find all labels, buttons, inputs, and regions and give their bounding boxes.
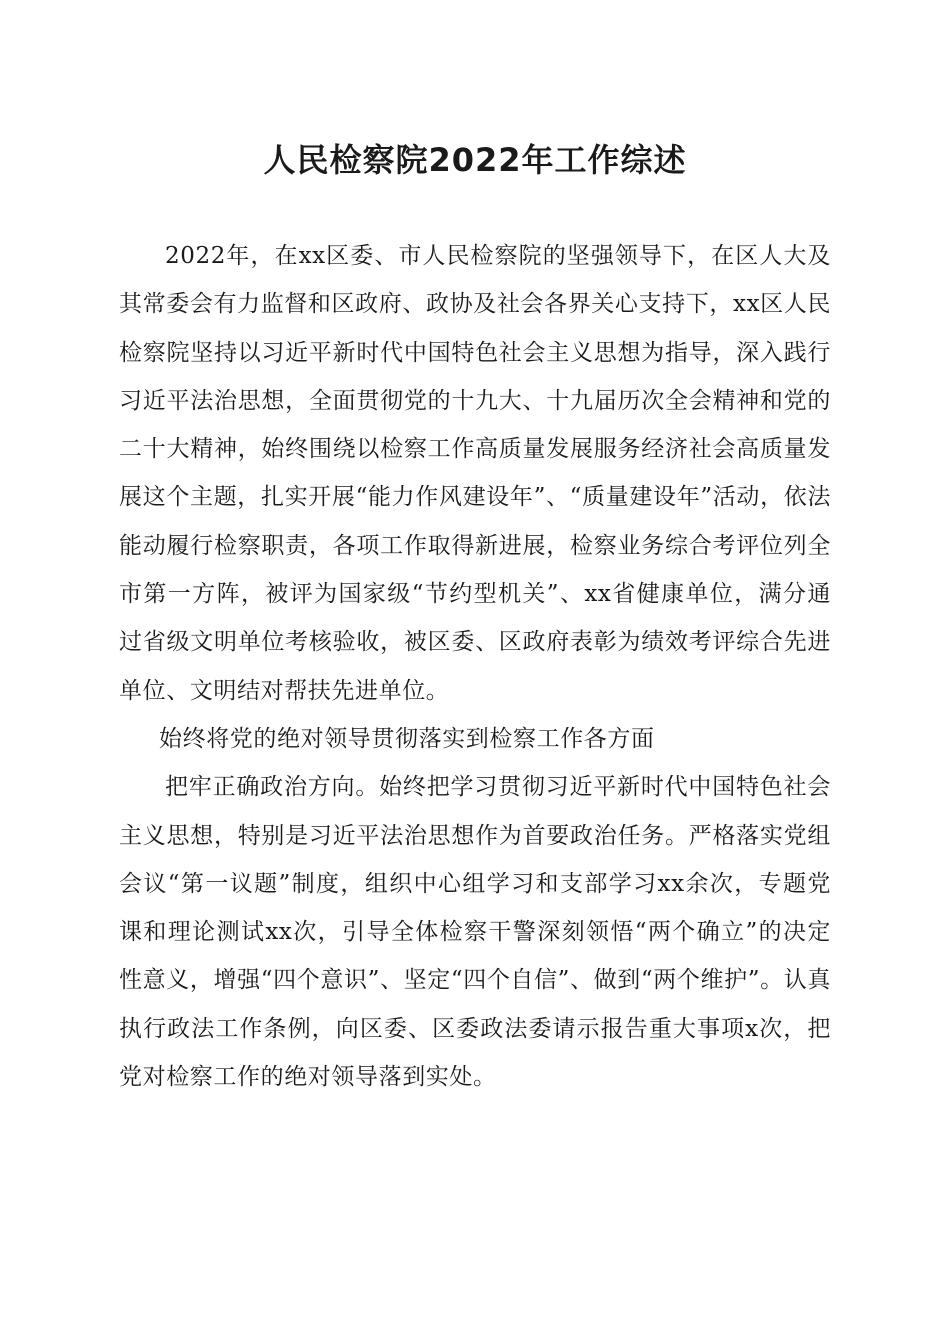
paragraph-intro: 2022年，在xx区委、市人民检察院的坚强领导下，在区人大及其常委会有力监督和区政府、政协及社会各界关心支持下，xx区人民检察院坚持以习近平新时代中国特色社会主义思想为指导，深入践行习近平法治思想，全面贯彻党的十九大、十九届历次全会精神和党的二十大精神，始终围绕以检察工作高质量发展服务经济社会高质量发展这个主题，扎实开展“能力作风建设年”、“质量建设年”活动，依法能动履行检察职责，各项工作取得新进展，检察业务综合考评位列全市第一方阵，被评为国家级“节约型机关”、xx省健康单位，满分通过省级文明单位考核验收，被区委、区政府表彰为绩效考评综合先进单位、文明结对帮扶先进单位。 <box>119 243 831 704</box>
document-body <box>119 232 831 1101</box>
paragraph-political-direction: 把牢正确政治方向。始终把学习贯彻习近平新时代中国特色社会主义思想，特别是习近平法治思想作为首要政治任务。严格落实党组会议“第一议题”制度，组织中心组学习和支部学习xx余次，专题党课和理论测试xx次，引导全体检察干警深刻领悟“两个确立”的决定性意义，增强“四个意识”、坚定“四个自信”、做到“两个维护”。认真执行政法工作条例，向区委、区委政法委请示报告重大事项x次，把党对检察工作的绝对领导落到实处。 <box>119 774 831 1091</box>
section-heading: 始终将党的绝对领导贯彻落实到检察工作各方面 <box>159 725 655 752</box>
document-title: 人民检察院2022年工作综述 <box>263 141 687 179</box>
